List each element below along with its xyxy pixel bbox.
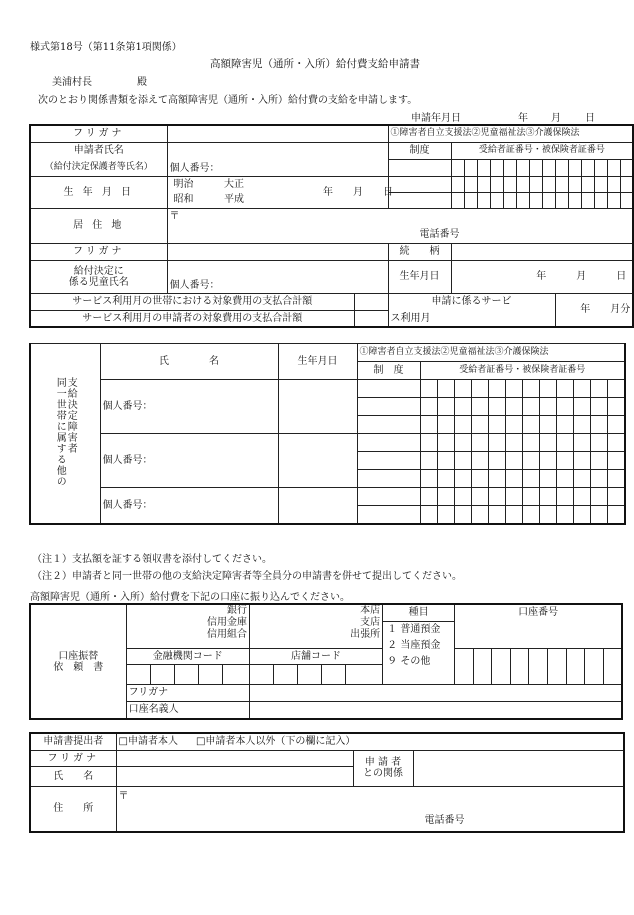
branch-type[interactable]: 本店 支店 出張所 bbox=[249, 604, 382, 648]
cert-digit[interactable] bbox=[420, 434, 437, 452]
cert-digit[interactable] bbox=[437, 470, 454, 488]
era-meiji[interactable]: 明治 bbox=[167, 176, 222, 192]
cert-digit[interactable] bbox=[454, 452, 471, 470]
bank-intro: 高額障害児（通所・入所）給付費を下記の口座に振り込んでください。 bbox=[30, 592, 350, 603]
cert-digit[interactable] bbox=[464, 176, 477, 192]
account-holder-input[interactable] bbox=[249, 701, 622, 719]
cert-digit[interactable] bbox=[556, 470, 573, 488]
cert-digit[interactable] bbox=[529, 159, 542, 176]
service-month: 月分 bbox=[610, 304, 631, 316]
cert-digit[interactable] bbox=[490, 159, 503, 176]
transfer-request-label: 口座振替 依 頼 書 bbox=[30, 604, 126, 719]
submitter-postal-mark: 〒 bbox=[118, 790, 129, 802]
cert-digit[interactable] bbox=[573, 416, 590, 434]
individual-number-label: 個人番号： bbox=[169, 162, 220, 174]
era-showa[interactable]: 昭和 bbox=[167, 192, 222, 208]
child-name-label: 給付決定に 係る児童氏名 bbox=[30, 260, 167, 293]
child-individual-number-label: 個人番号： bbox=[169, 279, 220, 291]
name-header: 氏 名 bbox=[100, 344, 278, 380]
cert-digit[interactable] bbox=[471, 434, 488, 452]
cert-digit[interactable] bbox=[573, 380, 590, 398]
cert-digit[interactable] bbox=[420, 398, 437, 416]
inst-code-digit[interactable] bbox=[174, 664, 198, 684]
submitter-other-checkbox[interactable]: □申請者本人以外（下の欄に記入） bbox=[195, 736, 356, 748]
account-digit[interactable] bbox=[603, 648, 622, 684]
applicant-total-input[interactable] bbox=[354, 310, 388, 327]
member-1-name[interactable] bbox=[100, 380, 278, 434]
child-birth-year: 年 bbox=[536, 271, 547, 282]
account-type-current[interactable]: ２ 当座預金 bbox=[387, 640, 441, 651]
holder-furigana-input[interactable] bbox=[249, 684, 622, 701]
submitter-choice[interactable] bbox=[116, 733, 624, 750]
member-2-name[interactable] bbox=[100, 434, 278, 488]
household-total-input[interactable] bbox=[354, 293, 388, 310]
cert-digit[interactable] bbox=[607, 176, 620, 192]
system-input[interactable] bbox=[357, 470, 420, 488]
cert-digit[interactable] bbox=[555, 192, 568, 208]
cert-digit[interactable] bbox=[488, 470, 505, 488]
cert-digit[interactable] bbox=[505, 398, 522, 416]
birth-year: 年 bbox=[323, 186, 333, 198]
cert-digit[interactable] bbox=[539, 470, 556, 488]
birth-month: 月 bbox=[353, 186, 363, 198]
intro-text: 次のとおり関係書類を添えて高額障害児（通所・入所）給付費の支給を申請します。 bbox=[38, 95, 418, 106]
account-digit[interactable] bbox=[529, 648, 548, 684]
cert-digit[interactable] bbox=[488, 488, 505, 506]
cert-digit[interactable] bbox=[420, 470, 437, 488]
cert-digit[interactable] bbox=[477, 176, 490, 192]
household-cert-label: 受給者証番号・被保険者証番号 bbox=[420, 362, 625, 380]
date-year: 年 bbox=[518, 113, 528, 124]
cert-digit[interactable] bbox=[522, 452, 539, 470]
cert-digit[interactable] bbox=[522, 416, 539, 434]
era-taisho[interactable]: 大正 bbox=[222, 176, 285, 192]
cert-digit[interactable] bbox=[556, 380, 573, 398]
cert-digit[interactable] bbox=[594, 192, 607, 208]
cert-digit[interactable] bbox=[454, 470, 471, 488]
child-furigana-input[interactable] bbox=[167, 243, 388, 260]
household-system-label: 制 度 bbox=[357, 362, 420, 380]
member-2-individual-number: 個人番号： bbox=[102, 455, 153, 466]
date-month: 月 bbox=[551, 113, 561, 124]
cert-digit[interactable] bbox=[568, 176, 581, 192]
cert-digit[interactable] bbox=[420, 506, 437, 524]
cert-digit[interactable] bbox=[471, 416, 488, 434]
cert-digit[interactable] bbox=[516, 159, 529, 176]
cert-digit[interactable] bbox=[590, 398, 607, 416]
furigana-input[interactable] bbox=[167, 125, 388, 142]
member-3-name[interactable] bbox=[100, 488, 278, 524]
cert-digit[interactable] bbox=[471, 470, 488, 488]
system-input[interactable] bbox=[388, 159, 451, 176]
cert-digit[interactable] bbox=[607, 398, 625, 416]
law-types: ①障害者自立支援法②児童福祉法③介護保険法 bbox=[388, 125, 633, 142]
cert-digit[interactable] bbox=[556, 506, 573, 524]
cert-digit[interactable] bbox=[594, 176, 607, 192]
submitter-furigana-label: フリガナ bbox=[30, 750, 116, 766]
submitter-name-label: 氏 名 bbox=[30, 766, 116, 786]
cert-digit[interactable] bbox=[573, 452, 590, 470]
branch-code-digit[interactable] bbox=[249, 664, 273, 684]
submitter-name-input[interactable] bbox=[116, 766, 353, 786]
note-1: （注１）支払額を証する領収書を添付してください。 bbox=[32, 554, 272, 565]
cert-digit[interactable] bbox=[542, 159, 555, 176]
note-2: （注２）申請者と同一世帯の他の支給決定障害者等全員分の申請書を併せて提出してください。 bbox=[32, 571, 462, 582]
cert-digit[interactable] bbox=[555, 176, 568, 192]
cert-digit[interactable] bbox=[454, 416, 471, 434]
household-law-types: ①障害者自立支援法②児童福祉法③介護保険法 bbox=[357, 344, 625, 362]
cert-digit[interactable] bbox=[590, 380, 607, 398]
account-type-label: 種目 bbox=[383, 605, 454, 622]
cert-digit[interactable] bbox=[590, 506, 607, 524]
cert-digit[interactable] bbox=[590, 488, 607, 506]
cert-digit[interactable] bbox=[464, 192, 477, 208]
cert-digit[interactable] bbox=[471, 488, 488, 506]
cert-digit[interactable] bbox=[590, 452, 607, 470]
birth-day: 日 bbox=[383, 186, 393, 198]
submitter-address-label: 住 所 bbox=[30, 786, 116, 832]
relationship-input[interactable] bbox=[451, 243, 633, 260]
cert-digit[interactable] bbox=[488, 434, 505, 452]
bank-table bbox=[29, 603, 623, 720]
system-input[interactable] bbox=[388, 192, 451, 208]
cert-digit[interactable] bbox=[581, 159, 594, 176]
cert-digit[interactable] bbox=[437, 452, 454, 470]
cert-digit[interactable] bbox=[454, 434, 471, 452]
submitter-phone-label: 電話番号 bbox=[424, 814, 465, 826]
cert-digit[interactable] bbox=[539, 434, 556, 452]
cert-digit[interactable] bbox=[539, 452, 556, 470]
cert-digit[interactable] bbox=[573, 488, 590, 506]
form-number: 様式第18号（第11条第1項関係） bbox=[30, 42, 182, 53]
guardian-name-label: （給付決定保護者等氏名） bbox=[30, 159, 167, 176]
cert-digit[interactable] bbox=[490, 192, 503, 208]
system-input[interactable] bbox=[357, 380, 420, 398]
cert-digit[interactable] bbox=[505, 434, 522, 452]
cert-digit[interactable] bbox=[594, 159, 607, 176]
cert-digit[interactable] bbox=[454, 380, 471, 398]
system-label: 制度 bbox=[388, 142, 451, 159]
cert-digit[interactable] bbox=[437, 506, 454, 524]
account-number-label: 口座番号 bbox=[455, 604, 622, 648]
cert-digit[interactable] bbox=[539, 506, 556, 524]
application-date-label: 申請年月日 bbox=[411, 113, 461, 124]
applicant-name-label: 申請者氏名 bbox=[30, 142, 167, 159]
cert-digit[interactable] bbox=[607, 506, 625, 524]
inst-code-digit[interactable] bbox=[222, 664, 249, 684]
cert-digit[interactable] bbox=[477, 192, 490, 208]
cert-digit[interactable] bbox=[522, 488, 539, 506]
service-year: 年 bbox=[580, 304, 591, 316]
cert-digit[interactable] bbox=[555, 159, 568, 176]
cert-digit[interactable] bbox=[590, 416, 607, 434]
form-title: 高額障害児（通所・入所）給付費支給申請書 bbox=[210, 58, 420, 70]
account-digit[interactable] bbox=[455, 648, 474, 684]
cert-digit[interactable] bbox=[454, 398, 471, 416]
system-input[interactable] bbox=[388, 176, 451, 192]
cert-digit[interactable] bbox=[454, 488, 471, 506]
branch-code-label: 店舗コード bbox=[249, 648, 382, 664]
birthdate-ymd[interactable] bbox=[285, 176, 393, 208]
cert-digit[interactable] bbox=[437, 434, 454, 452]
cert-digit[interactable] bbox=[539, 380, 556, 398]
cert-digit[interactable] bbox=[471, 398, 488, 416]
cert-digit[interactable] bbox=[590, 470, 607, 488]
cert-digit[interactable] bbox=[607, 470, 625, 488]
branch-code-digit[interactable] bbox=[322, 664, 346, 684]
child-name-input[interactable] bbox=[167, 260, 388, 293]
cert-digit[interactable] bbox=[568, 159, 581, 176]
cert-digit[interactable] bbox=[471, 380, 488, 398]
cert-digit[interactable] bbox=[464, 159, 477, 176]
cert-digit[interactable] bbox=[542, 192, 555, 208]
applicant-table bbox=[29, 124, 634, 328]
cert-digit[interactable] bbox=[471, 452, 488, 470]
cert-digit[interactable] bbox=[488, 506, 505, 524]
cert-digit[interactable] bbox=[581, 176, 594, 192]
cert-digit[interactable] bbox=[505, 488, 522, 506]
account-digit[interactable] bbox=[566, 648, 585, 684]
household-side-label-1: 同一世帯に属する他の bbox=[54, 376, 66, 487]
cert-digit[interactable] bbox=[539, 398, 556, 416]
account-digit[interactable] bbox=[548, 648, 567, 684]
member-1-individual-number: 個人番号： bbox=[102, 401, 153, 412]
cert-digit[interactable] bbox=[620, 159, 633, 176]
cert-digit[interactable] bbox=[488, 452, 505, 470]
cert-digit[interactable] bbox=[437, 416, 454, 434]
inst-code-digit[interactable] bbox=[150, 664, 174, 684]
cert-digit[interactable] bbox=[522, 434, 539, 452]
cert-digit[interactable] bbox=[420, 488, 437, 506]
cert-digit[interactable] bbox=[542, 176, 555, 192]
household-side-label bbox=[30, 344, 100, 524]
account-type-ordinary[interactable]: １ 普通預金 bbox=[387, 624, 441, 635]
cert-digit[interactable] bbox=[505, 416, 522, 434]
cert-digit[interactable] bbox=[607, 159, 620, 176]
submitter-address-input[interactable] bbox=[116, 786, 624, 832]
cert-digit[interactable] bbox=[505, 506, 522, 524]
cert-digit[interactable] bbox=[503, 176, 516, 192]
cert-number-label: 受給者証番号・被保険者証番号 bbox=[451, 142, 633, 159]
cert-digit[interactable] bbox=[454, 506, 471, 524]
cert-digit[interactable] bbox=[451, 159, 464, 176]
cert-digit[interactable] bbox=[503, 159, 516, 176]
system-input[interactable] bbox=[357, 452, 420, 470]
inst-code-digit[interactable] bbox=[198, 664, 222, 684]
cert-digit[interactable] bbox=[420, 452, 437, 470]
cert-digit[interactable] bbox=[490, 176, 503, 192]
cert-digit[interactable] bbox=[503, 192, 516, 208]
submitter-label: 申請書提出者 bbox=[30, 733, 116, 750]
holder-furigana-label: フリガナ bbox=[126, 684, 249, 701]
cert-digit[interactable] bbox=[437, 398, 454, 416]
service-month-label: 申請に係るサービ bbox=[388, 293, 555, 310]
submitter-table bbox=[29, 732, 625, 833]
branch-code-digit[interactable] bbox=[273, 664, 297, 684]
cert-digit[interactable] bbox=[539, 488, 556, 506]
child-birth-month: 月 bbox=[576, 271, 587, 282]
cert-digit[interactable] bbox=[471, 506, 488, 524]
cert-digit[interactable] bbox=[607, 380, 625, 398]
cert-digit[interactable] bbox=[581, 192, 594, 208]
system-input[interactable] bbox=[357, 398, 420, 416]
child-birth-day: 日 bbox=[616, 271, 627, 282]
relationship-label: 続 柄 bbox=[388, 243, 451, 260]
cert-digit[interactable] bbox=[573, 506, 590, 524]
account-holder-label: 口座名義人 bbox=[126, 701, 249, 719]
branch-code-digit[interactable] bbox=[297, 664, 321, 684]
cert-digit[interactable] bbox=[620, 176, 633, 192]
submitter-self-checkbox[interactable]: □申請者本人 bbox=[118, 736, 178, 748]
applicant-total-label: サービス利用月の申請者の対象費用の支払合計額 bbox=[30, 310, 354, 327]
cert-digit[interactable] bbox=[529, 192, 542, 208]
cert-digit[interactable] bbox=[505, 452, 522, 470]
era-heisei[interactable]: 平成 bbox=[222, 192, 285, 208]
cert-digit[interactable] bbox=[488, 416, 505, 434]
cert-digit[interactable] bbox=[556, 488, 573, 506]
address-label: 居 住 地 bbox=[30, 208, 167, 243]
member-3-individual-number: 個人番号： bbox=[102, 499, 153, 511]
birthdate-label: 生 年 月 日 bbox=[30, 176, 167, 208]
system-input[interactable] bbox=[357, 434, 420, 452]
cert-digit[interactable] bbox=[505, 470, 522, 488]
cert-digit[interactable] bbox=[477, 159, 490, 176]
cert-digit[interactable] bbox=[451, 176, 464, 192]
bank-type[interactable]: 銀行 信用金庫 信用組合 bbox=[126, 604, 249, 648]
cert-digit[interactable] bbox=[522, 470, 539, 488]
household-total-label: サービス利用月の世帯における対象費用の支払合計額 bbox=[30, 293, 354, 310]
cert-digit[interactable] bbox=[607, 452, 625, 470]
date-day: 日 bbox=[585, 113, 595, 124]
member-3-birthdate[interactable] bbox=[278, 488, 357, 524]
household-side-label-2: 支給決定障害者 bbox=[65, 376, 77, 454]
cert-digit[interactable] bbox=[573, 470, 590, 488]
cert-digit[interactable] bbox=[607, 416, 625, 434]
cert-digit[interactable] bbox=[516, 192, 529, 208]
member-2-birthdate[interactable] bbox=[278, 434, 357, 488]
cert-digit[interactable] bbox=[488, 398, 505, 416]
cert-digit[interactable] bbox=[516, 176, 529, 192]
system-input[interactable] bbox=[357, 488, 420, 506]
account-digit[interactable] bbox=[510, 648, 529, 684]
cert-digit[interactable] bbox=[568, 192, 581, 208]
submitter-furigana-input[interactable] bbox=[116, 750, 353, 766]
system-input[interactable] bbox=[357, 416, 420, 434]
postal-mark: 〒 bbox=[169, 210, 180, 222]
cert-digit[interactable] bbox=[437, 488, 454, 506]
cert-digit[interactable] bbox=[488, 380, 505, 398]
honorific: 殿 bbox=[137, 77, 147, 88]
member-1-birthdate[interactable] bbox=[278, 380, 357, 434]
account-type[interactable] bbox=[383, 604, 455, 684]
cert-digit[interactable] bbox=[573, 398, 590, 416]
inst-code-digit[interactable] bbox=[126, 664, 150, 684]
furigana-label: フリガナ bbox=[30, 125, 167, 142]
child-birthdate-input[interactable] bbox=[451, 260, 633, 293]
cert-digit[interactable] bbox=[607, 488, 625, 506]
account-digit[interactable] bbox=[492, 648, 511, 684]
cert-digit[interactable] bbox=[522, 380, 539, 398]
cert-digit[interactable] bbox=[420, 380, 437, 398]
applicant-name-input[interactable] bbox=[167, 142, 388, 176]
cert-digit[interactable] bbox=[420, 416, 437, 434]
cert-digit[interactable] bbox=[556, 398, 573, 416]
cert-digit[interactable] bbox=[539, 416, 556, 434]
cert-digit[interactable] bbox=[505, 380, 522, 398]
phone-label: 電話番号 bbox=[419, 228, 460, 240]
cert-digit[interactable] bbox=[607, 192, 620, 208]
cert-digit[interactable] bbox=[607, 434, 625, 452]
birth-header: 生年月日 bbox=[278, 344, 357, 380]
cert-digit[interactable] bbox=[556, 452, 573, 470]
service-month-input[interactable] bbox=[555, 293, 633, 327]
cert-digit[interactable] bbox=[522, 398, 539, 416]
account-digit[interactable] bbox=[473, 648, 492, 684]
cert-digit[interactable] bbox=[573, 434, 590, 452]
cert-digit[interactable] bbox=[529, 176, 542, 192]
cert-digit[interactable] bbox=[556, 416, 573, 434]
branch-code-digit[interactable] bbox=[346, 664, 383, 684]
child-furigana-label: フリガナ bbox=[30, 243, 167, 260]
cert-digit[interactable] bbox=[522, 506, 539, 524]
cert-digit[interactable] bbox=[620, 192, 633, 208]
cert-digit[interactable] bbox=[437, 380, 454, 398]
addressee: 美浦村長 bbox=[52, 77, 92, 88]
cert-digit[interactable] bbox=[451, 192, 464, 208]
relation-input[interactable] bbox=[413, 750, 624, 786]
service-month-label-2: ス利用月 bbox=[388, 310, 555, 327]
institution-code-label: 金融機関コード bbox=[126, 648, 249, 664]
cert-digit[interactable] bbox=[556, 434, 573, 452]
child-birthdate-label: 生年月日 bbox=[388, 260, 451, 293]
cert-digit[interactable] bbox=[590, 434, 607, 452]
system-input[interactable] bbox=[357, 506, 420, 524]
account-digit[interactable] bbox=[585, 648, 604, 684]
account-type-other[interactable]: ９ その他 bbox=[387, 656, 431, 667]
relation-label: 申 請 者 との関係 bbox=[353, 750, 413, 786]
address-input[interactable] bbox=[167, 208, 633, 243]
household-table bbox=[29, 343, 626, 525]
